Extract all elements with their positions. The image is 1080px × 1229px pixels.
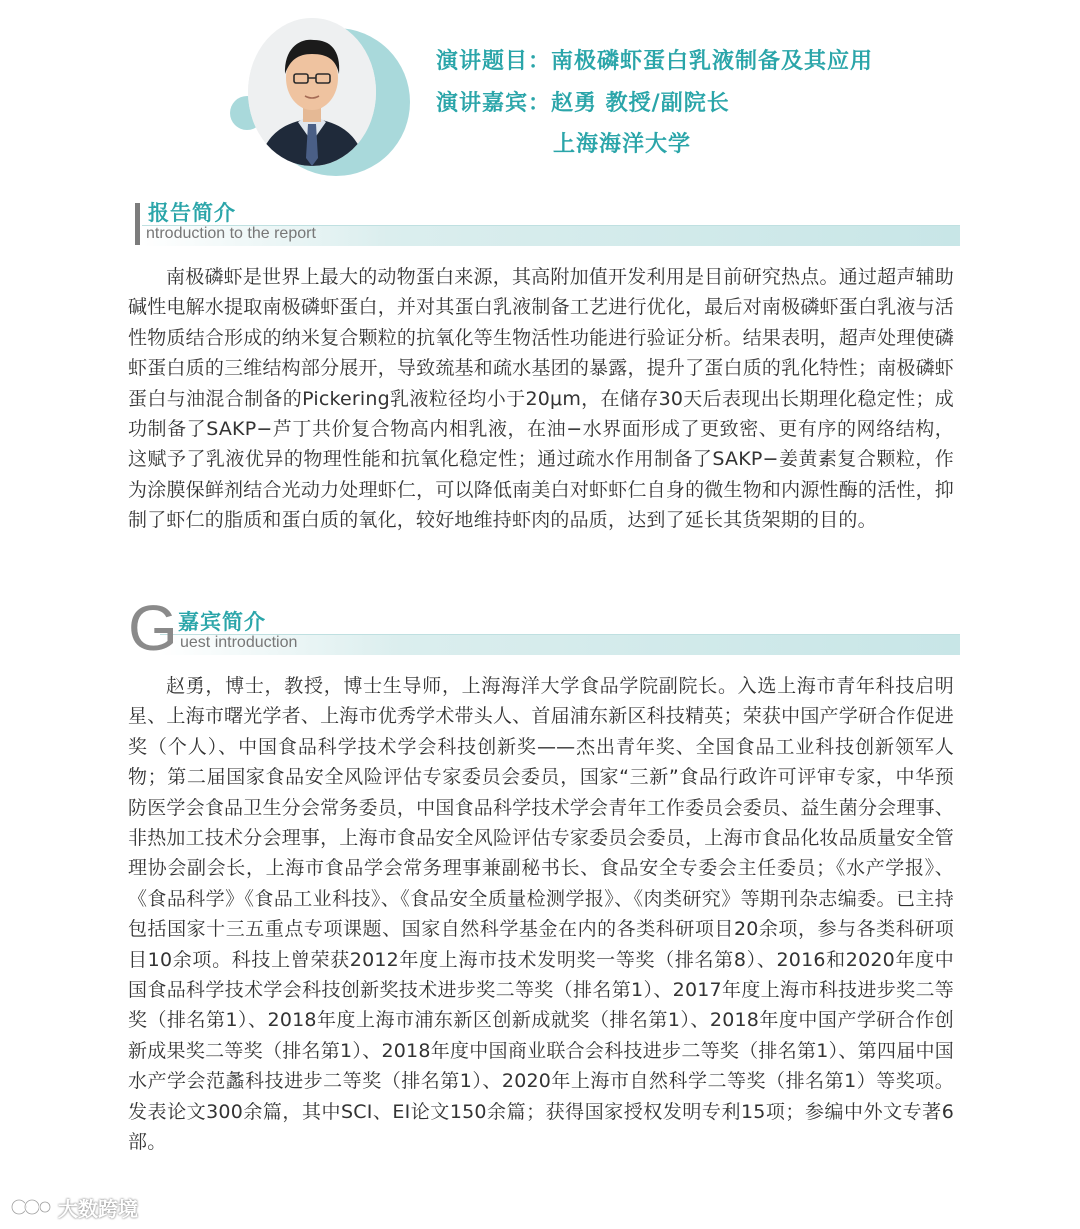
watermark-logo-icon xyxy=(10,1195,52,1219)
guest-section-title: 嘉宾简介 xyxy=(178,610,266,634)
report-section-title: 报告简介 xyxy=(148,201,236,225)
watermark-text: 大数跨境 xyxy=(58,1196,138,1221)
report-section-header xyxy=(120,197,960,257)
report-introduction-text: 南极磷虾是世界上最大的动物蛋白来源，其高附加值开发利用是目前研究热点。通过超声辅助碱性电解水提取南极磷虾蛋白，并对其蛋白乳液制备工艺进行优化，最后对南极磷虾蛋白乳液与活性物质结合形成的纳米复合颗粒的抗氧化等生物活性功能进行验证分析。结果表明，超声处理使磷虾蛋白质的三维结构部分展开，导致巯基和疏水基团的暴露，提升了蛋白质的乳化特性；南极磷虾蛋白与油混合制备的Pickering乳液粒径均小于20μm，在储存30天后表现出长期理化稳定性；成功制备了SAKP−芦丁共价复合物高内相乳液，在油−水界面形成了更致密、更有序的网络结构，这赋予了乳液优异的物理性能和抗氧化稳定性；通过疏水作用制备了SAKP−姜黄素复合颗粒，作为涂膜保鲜剂结合光动力处理虾仁，可以降低南美白对虾虾仁自身的微生物和内源性酶的活性，抑制了虾仁的脂质和蛋白质的氧化，较好地维持虾肉的品质，达到了延长其货架期的目的。 xyxy=(128,266,954,532)
guest-section-initial: G xyxy=(128,592,178,664)
speaker-portrait xyxy=(248,18,376,166)
talk-affiliation: 上海海洋大学 xyxy=(553,132,692,157)
talk-title: 演讲题目：南极磷虾蛋白乳液制备及其应用 xyxy=(436,49,874,74)
guest-section-subtitle: uest introduction xyxy=(180,634,298,651)
guest-section-header xyxy=(120,592,960,666)
watermark xyxy=(10,1193,138,1221)
speaker-photo-icon xyxy=(248,18,376,166)
report-section-subtitle: ntroduction to the report xyxy=(146,225,316,242)
guest-introduction-text: 赵勇，博士，教授，博士生导师，上海海洋大学食品学院副院长。入选上海市青年科技启明星、上海市曙光学者、上海市优秀学术带头人、首届浦东新区科技精英；荣获中国产学研合作促进奖（个人）、中国食品科学技术学会科技创新奖——杰出青年奖、全国食品工业科技创新领军人物；第二届国家食品安全风险评估专家委员会委员，国家“三新”食品行政许可评审专家，中华预防医学会食品卫生分会常务委员，中国食品科学技术学会青年工作委员会委员、益生菌分会理事、非热加工技术分会理事，上海市食品安全风险评估专家委员会委员，上海市食品化妆品质量安全管理协会副会长，上海市食品学会常务理事兼副秘书长、食品安全专委会主任委员；《水产学报》、《食品科学》《食品工业科技》、《食品安全质量检测学报》、《肉类研究》等期刊杂志编委。已主持包括国家十三五重点专项课题、国家自然科学基金在内的各类科研项目20余项，参与各类科研项目10余项。科技上曾荣获2012年度上海市技术发明奖一等奖（排名第8）、2016和2020年度中国食品科学技术学会科技创新奖技术进步奖二等奖（排名第1）、2017年度上海市科技进步奖二等奖（排名第1）、2018年度上海市浦东新区创新成就奖（排名第1）、2018年度中国产学研合作创新成果奖二等奖（排名第1）、2018年度中国商业联合会科技进步二等奖（排名第1）、第四届中国水产学会范蠡科技进步二等奖（排名第1）、2020年上海市自然科学二等奖（排名第1）等奖项。发表论文300余篇，其中SCI、EI论文150余篇；获得国家授权发明专利15项；参编中外文专著6部。 xyxy=(128,675,954,1154)
talk-header xyxy=(0,0,1080,185)
section-bar-i-icon xyxy=(135,203,140,245)
talk-speaker: 演讲嘉宾：赵勇 教授/副院长 xyxy=(436,91,730,116)
